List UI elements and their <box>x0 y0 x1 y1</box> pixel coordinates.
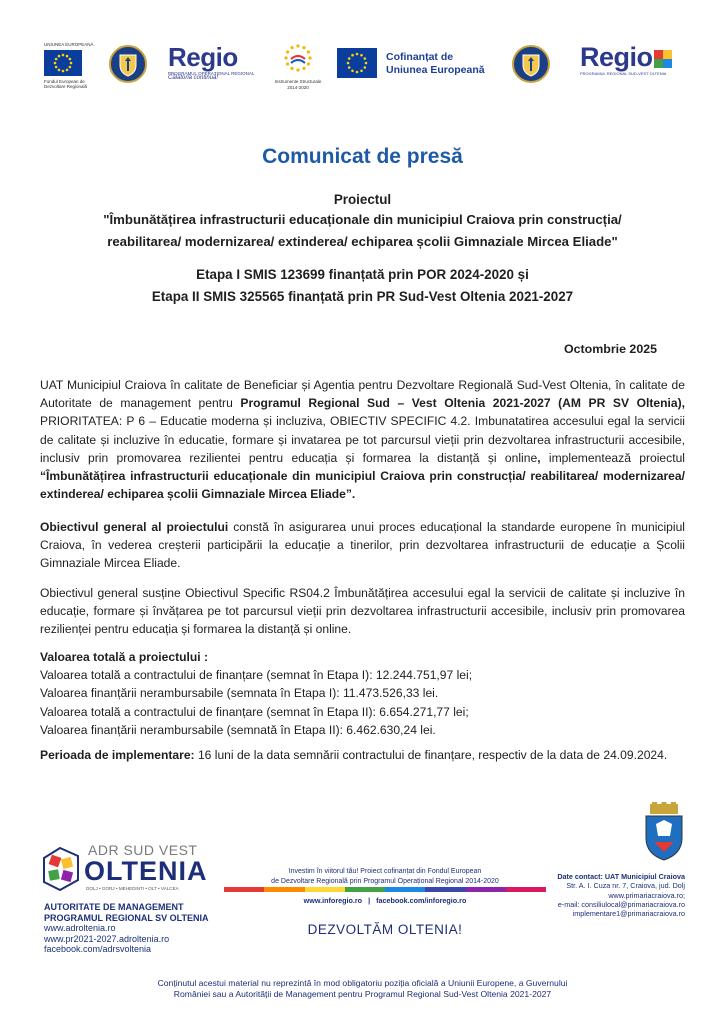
intro-project-name: “Îmbunătățirea infrastructurii educaționale din municipiul Craiova prin construcția/ reabilitarea/ modernizarea/ extinderea/ echiparea școlii Gimnaziale Mircea Eliade”. <box>40 469 685 502</box>
adr-link-2[interactable]: www.pr2021-2027.adroltenia.ro <box>44 933 170 944</box>
intro-paragraph <box>40 376 685 503</box>
intro-program: Programul Regional Sud – Vest Oltenia 2021-2027 (AM PR SV Oltenia), <box>240 396 686 411</box>
regio-subtitle: PROGRAMUL OPERAȚIONAL REGIONAL <box>168 71 255 76</box>
oltenia-emblem-icon <box>40 846 82 892</box>
instrumente-caption-1: Instrumente Structurale <box>274 79 322 84</box>
intro-part-3: implementează proiectul <box>540 450 685 465</box>
adr-top-text: ADR SUD VEST <box>88 842 198 858</box>
eu-flag-cofinantat-icon <box>337 48 377 78</box>
cofinantat-text <box>386 51 485 77</box>
contact-address: Str. A. I. Cuza nr. 7, Craiova, jud. Dolj <box>566 881 685 891</box>
star-circle-icon <box>282 42 314 74</box>
period-label: Perioada de implementare: <box>40 748 195 762</box>
inforegio-link[interactable]: www.inforegio.ro <box>303 896 363 905</box>
regio-wordmark-2: Regio <box>580 42 653 72</box>
contact-email-2[interactable]: implementare1@primariacraiova.ro <box>572 909 685 919</box>
intro-part-2: PRIORITATEA: P 6 – Educatie moderna și incluziva, OBIECTIV SPECIFIC 4.2. Imbunatatirea accesului egal la servicii de calitate și incluzive în educatie, formare și invatarea pe tot parcursul vieții prin dezvoltarea infrastructurii accesibile, inclusiv prin promovarea rezilientei pentru educația și formarea la distanță și online <box>40 414 685 465</box>
government-crest-icon-2 <box>512 45 550 83</box>
funding-notice-line-2: de Dezvoltare Regională prin Programul Operațional Regional 2014-2020 <box>271 878 499 885</box>
eu-fedr-logo <box>44 42 100 90</box>
value-line: Valoarea finanțării nerambursabile (semnata în Etapa I): 11.473.526,33 lei. <box>40 686 439 701</box>
disclaimer <box>40 978 685 1000</box>
adr-counties: DOLJ • GORJ • MEHEDINTI • OLT • VALCEA <box>86 886 179 891</box>
adr-link-1[interactable]: www.adroltenia.ro <box>44 923 116 933</box>
project-label: Proiectul <box>333 192 392 207</box>
project-stage-2: Etapa II SMIS 325565 finanțată prin PR Sud-Vest Oltenia 2021-2027 <box>151 289 574 304</box>
cofinantat-line-2: Uniunea Europeană <box>386 64 485 76</box>
adr-sv-oltenia-logo <box>40 842 210 898</box>
project-stage-1: Etapa I SMIS 123699 finanțată prin POR 2024-2020 și <box>196 267 529 282</box>
value-line: Valoarea totală a contractului de finanțare (semnat în Etapa I): 12.244.751,97 lei; <box>40 668 473 683</box>
disclaimer-line-1: Conținutul acestui material nu reprezintă în mod obligatoriu poziția oficială a Uniunii Europene, a Guvernului <box>157 978 568 988</box>
objective-general-label: Obiectivul general al proiectului <box>40 520 229 534</box>
regio-sv-oltenia-logo <box>580 44 676 76</box>
contact-block <box>485 872 685 918</box>
regio-tagline: Călătoria continuă! <box>168 75 219 81</box>
value-line: Valoarea finanțării nerambursabile (semnată în Etapa II): 6.462.630,24 lei. <box>40 722 436 737</box>
regio-color-tile-icon <box>654 50 672 68</box>
regio-logo <box>168 44 264 81</box>
project-values <box>40 648 685 739</box>
craiova-crest-icon <box>642 802 686 862</box>
values-label: Valoarea totală a proiectului : <box>40 650 209 664</box>
adr-facebook-link[interactable]: facebook.com/adrsvoltenia <box>44 944 152 954</box>
project-name-line-1: "Îmbunătățirea infrastructurii educaționale din municipiul Craiova prin construcția/ <box>103 212 622 227</box>
objective-specific-paragraph: Obiectivul general susține Obiectivul Specific RS04.2 Îmbunătățirea accesului egal la servicii de calitate și incluzive în educație, formare și învățarea pe tot parcursul vieții prin dezvoltarea infrastructurii accesibile, inclusiv prin promovarea rezilienței pentru educația și formarea la distanță și online. <box>40 586 685 637</box>
slogan: DEZVOLTĂM OLTENIA! <box>307 922 463 937</box>
adr-contact-block <box>44 902 209 955</box>
contact-email[interactable]: e-mail: consiliulocal@primariacraiova.ro <box>557 899 685 909</box>
regio-wordmark: Regio <box>168 42 238 72</box>
value-line: Valoarea totală a contractului de finanțare (semnat în Etapa II): 6.654.271,77 lei; <box>40 704 469 719</box>
authority-line-2: PROGRAMUL REGIONAL SV OLTENIA <box>44 912 209 923</box>
authority-line-1: AUTORITATE DE MANAGEMENT <box>44 902 184 912</box>
eu-flag-icon <box>44 50 82 76</box>
inforegio-facebook-link[interactable]: facebook.com/inforegio.ro <box>376 896 467 905</box>
press-date: Octombrie 2025 <box>564 342 657 356</box>
instrumente-structurale-logo <box>272 42 324 90</box>
intro-part-1: UAT Municipiul Craiova în calitate de Beneficiar și Agentia pentru Dezvoltare Regională Sud-Vest Oltenia, în calitate de Autoritate de management pentru <box>40 378 685 411</box>
disclaimer-line-2: României sau a Autorității de Management pentru Programul Regional Sud-Vest Oltenia 2021-2027 <box>173 989 552 999</box>
adr-main-text: OLTENIA <box>84 856 208 886</box>
period-text: 16 luni de la data semnării contractului de finanțare, respectiv de la data de 24.09.2024. <box>194 748 668 762</box>
eu-fedr-caption-1: Fondul European de <box>44 78 85 84</box>
government-crest-icon <box>109 45 147 83</box>
instrumente-caption-2: 2014-2020 <box>287 84 309 90</box>
project-name-line-2: reabilitarea/ modernizarea/ extinderea/ echiparea școlii Gimnaziale Mircea Eliade" <box>107 234 618 249</box>
cofinantat-line-1: Cofinanțat de <box>386 51 454 63</box>
web-separator: | <box>368 896 371 905</box>
header-logo-strip <box>0 0 725 110</box>
eu-fedr-caption-2: Dezvoltare Regională <box>44 84 88 89</box>
intro-comma: , <box>537 450 541 465</box>
implementation-period-paragraph <box>40 746 685 764</box>
contact-web-link[interactable]: www.primariacraiova.ro; <box>608 890 685 900</box>
objective-general-text: constă în asigurarea unui proces educațional la standarde europene în municipiul Craiova, în vederea creșterii participării la educație a tinerilor, prin dezvoltarea infrastructurii de educație a Școlii Gimnaziale Mircea Eliade. <box>40 520 685 571</box>
eu-fedr-caption-top: UNIUNEA EUROPEANĂ <box>44 42 94 47</box>
regio-sv-subtitle: PROGRAMUL REGIONAL SUD-VEST OLTENIA <box>580 71 667 76</box>
objective-general-paragraph <box>40 518 685 573</box>
page-title: Comunicat de presă <box>262 145 463 168</box>
contact-title: Date contact: UAT Municipiul Craiova <box>557 872 685 881</box>
funding-notice-line-1: Investim în viitorul tău! Proiect cofinanțat din Fondul European <box>288 868 482 875</box>
